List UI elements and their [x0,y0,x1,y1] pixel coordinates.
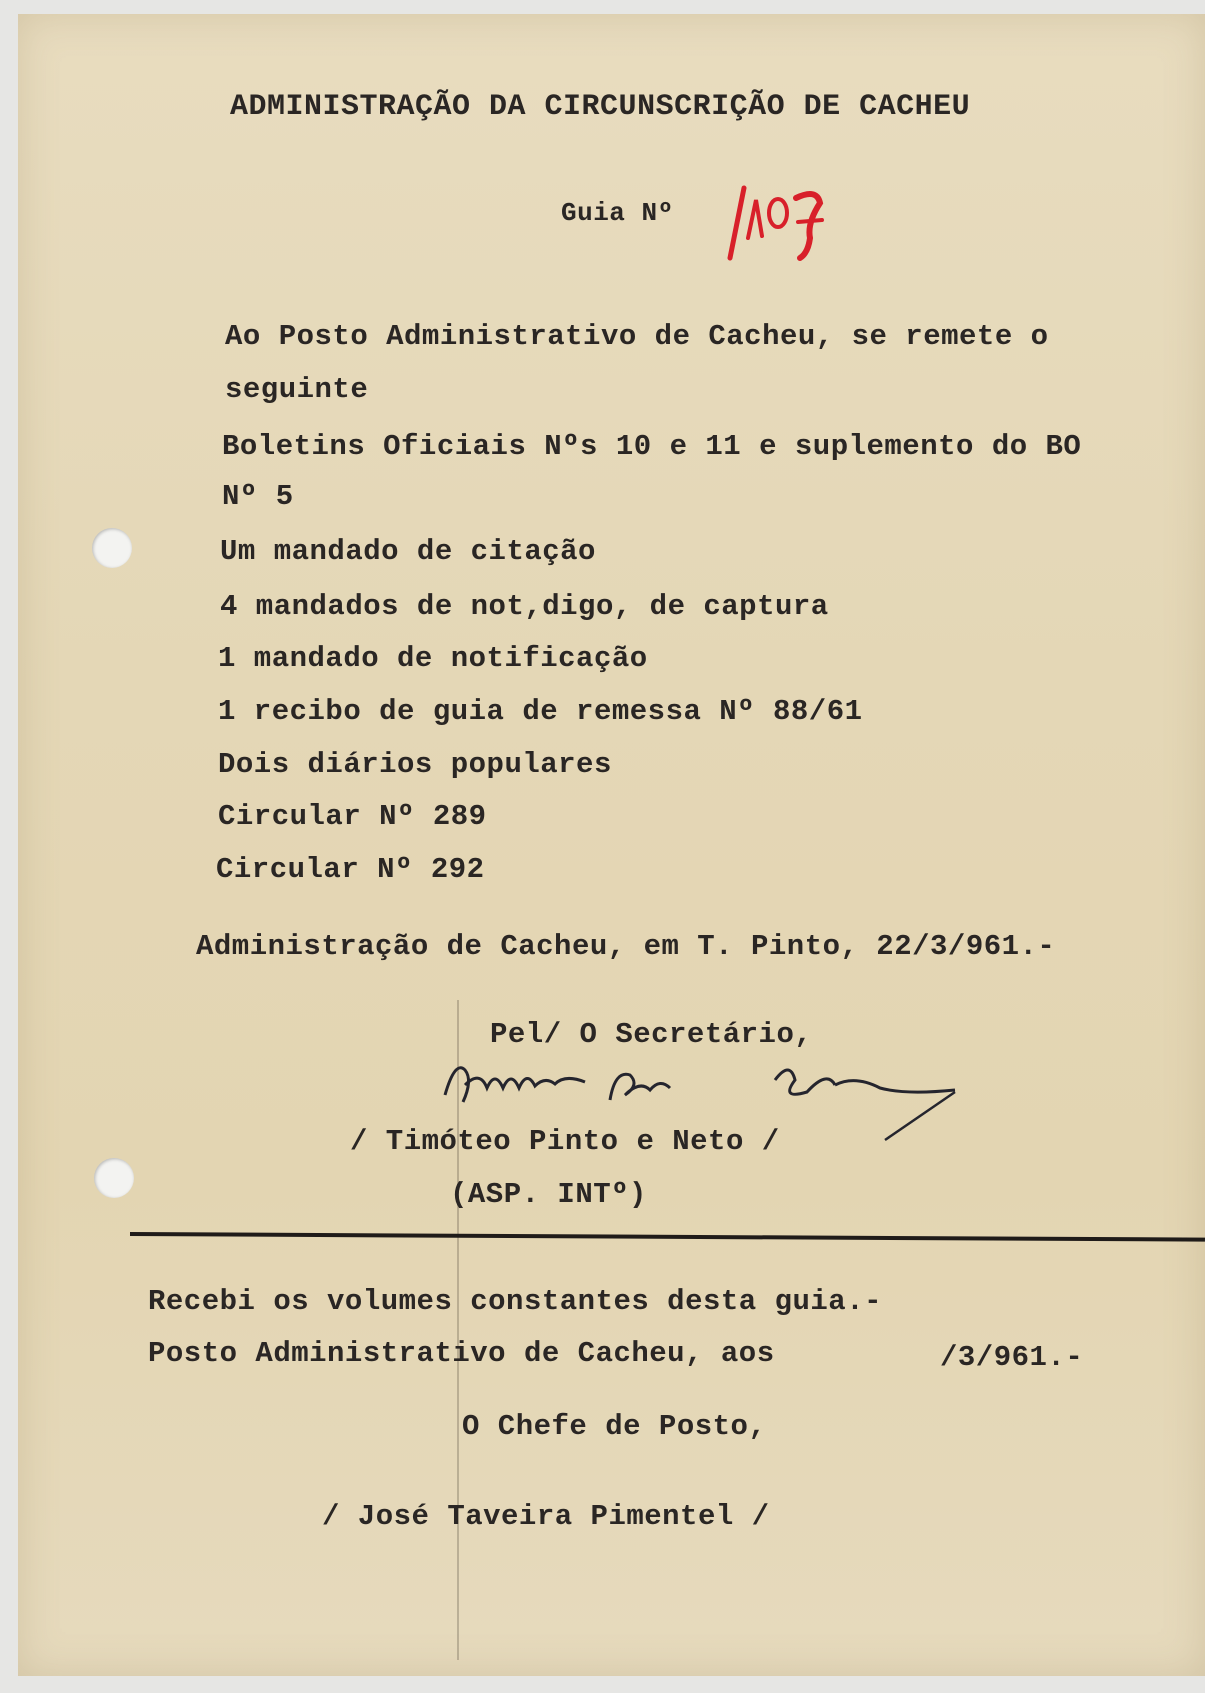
guia-label: Guia Nº [561,198,674,228]
item-line-7: Dois diários populares [218,748,612,781]
item-line-3: Um mandado de citação [220,535,596,568]
guia-number-handwritten-icon [722,178,837,263]
item-line-6: 1 recibo de guia de remessa Nº 88/61 [218,695,863,728]
item-line-5: 1 mandado de notificação [218,642,648,675]
item-line-8: Circular Nº 289 [218,800,487,833]
item-line-9: Circular Nº 292 [216,853,485,886]
receipt-date: /3/961.- [940,1341,1084,1374]
punch-hole-top [92,528,132,568]
receiver-name: / José Taveira Pimentel / [322,1500,770,1533]
sender-rank: (ASP. INTº) [450,1178,647,1211]
receiver-title: O Chefe de Posto, [462,1410,767,1443]
receipt-line-1: Recebi os volumes constantes desta guia.- [148,1285,883,1318]
receipt-line-2: Posto Administrativo de Cacheu, aos [148,1337,775,1370]
intro-line-2: seguinte [225,373,369,406]
sender-name: / Timóteo Pinto e Neto / [350,1125,780,1158]
document-header: ADMINISTRAÇÃO DA CIRCUNSCRIÇÃO DE CACHEU [230,90,971,124]
intro-line-1: Ao Posto Administrativo de Cacheu, se remete o [225,320,1049,353]
place-date-line: Administração de Cacheu, em T. Pinto, 22/3/961.- [196,930,1056,963]
item-line-4: 4 mandados de not,digo, de captura [220,590,829,623]
item-line-1: Boletins Oficiais Nºs 10 e 11 e suplemento do BO [222,430,1082,463]
sender-title: Pel/ O Secretário, [490,1018,813,1051]
punch-hole-bottom [94,1158,134,1198]
item-line-2: Nº 5 [222,480,294,513]
